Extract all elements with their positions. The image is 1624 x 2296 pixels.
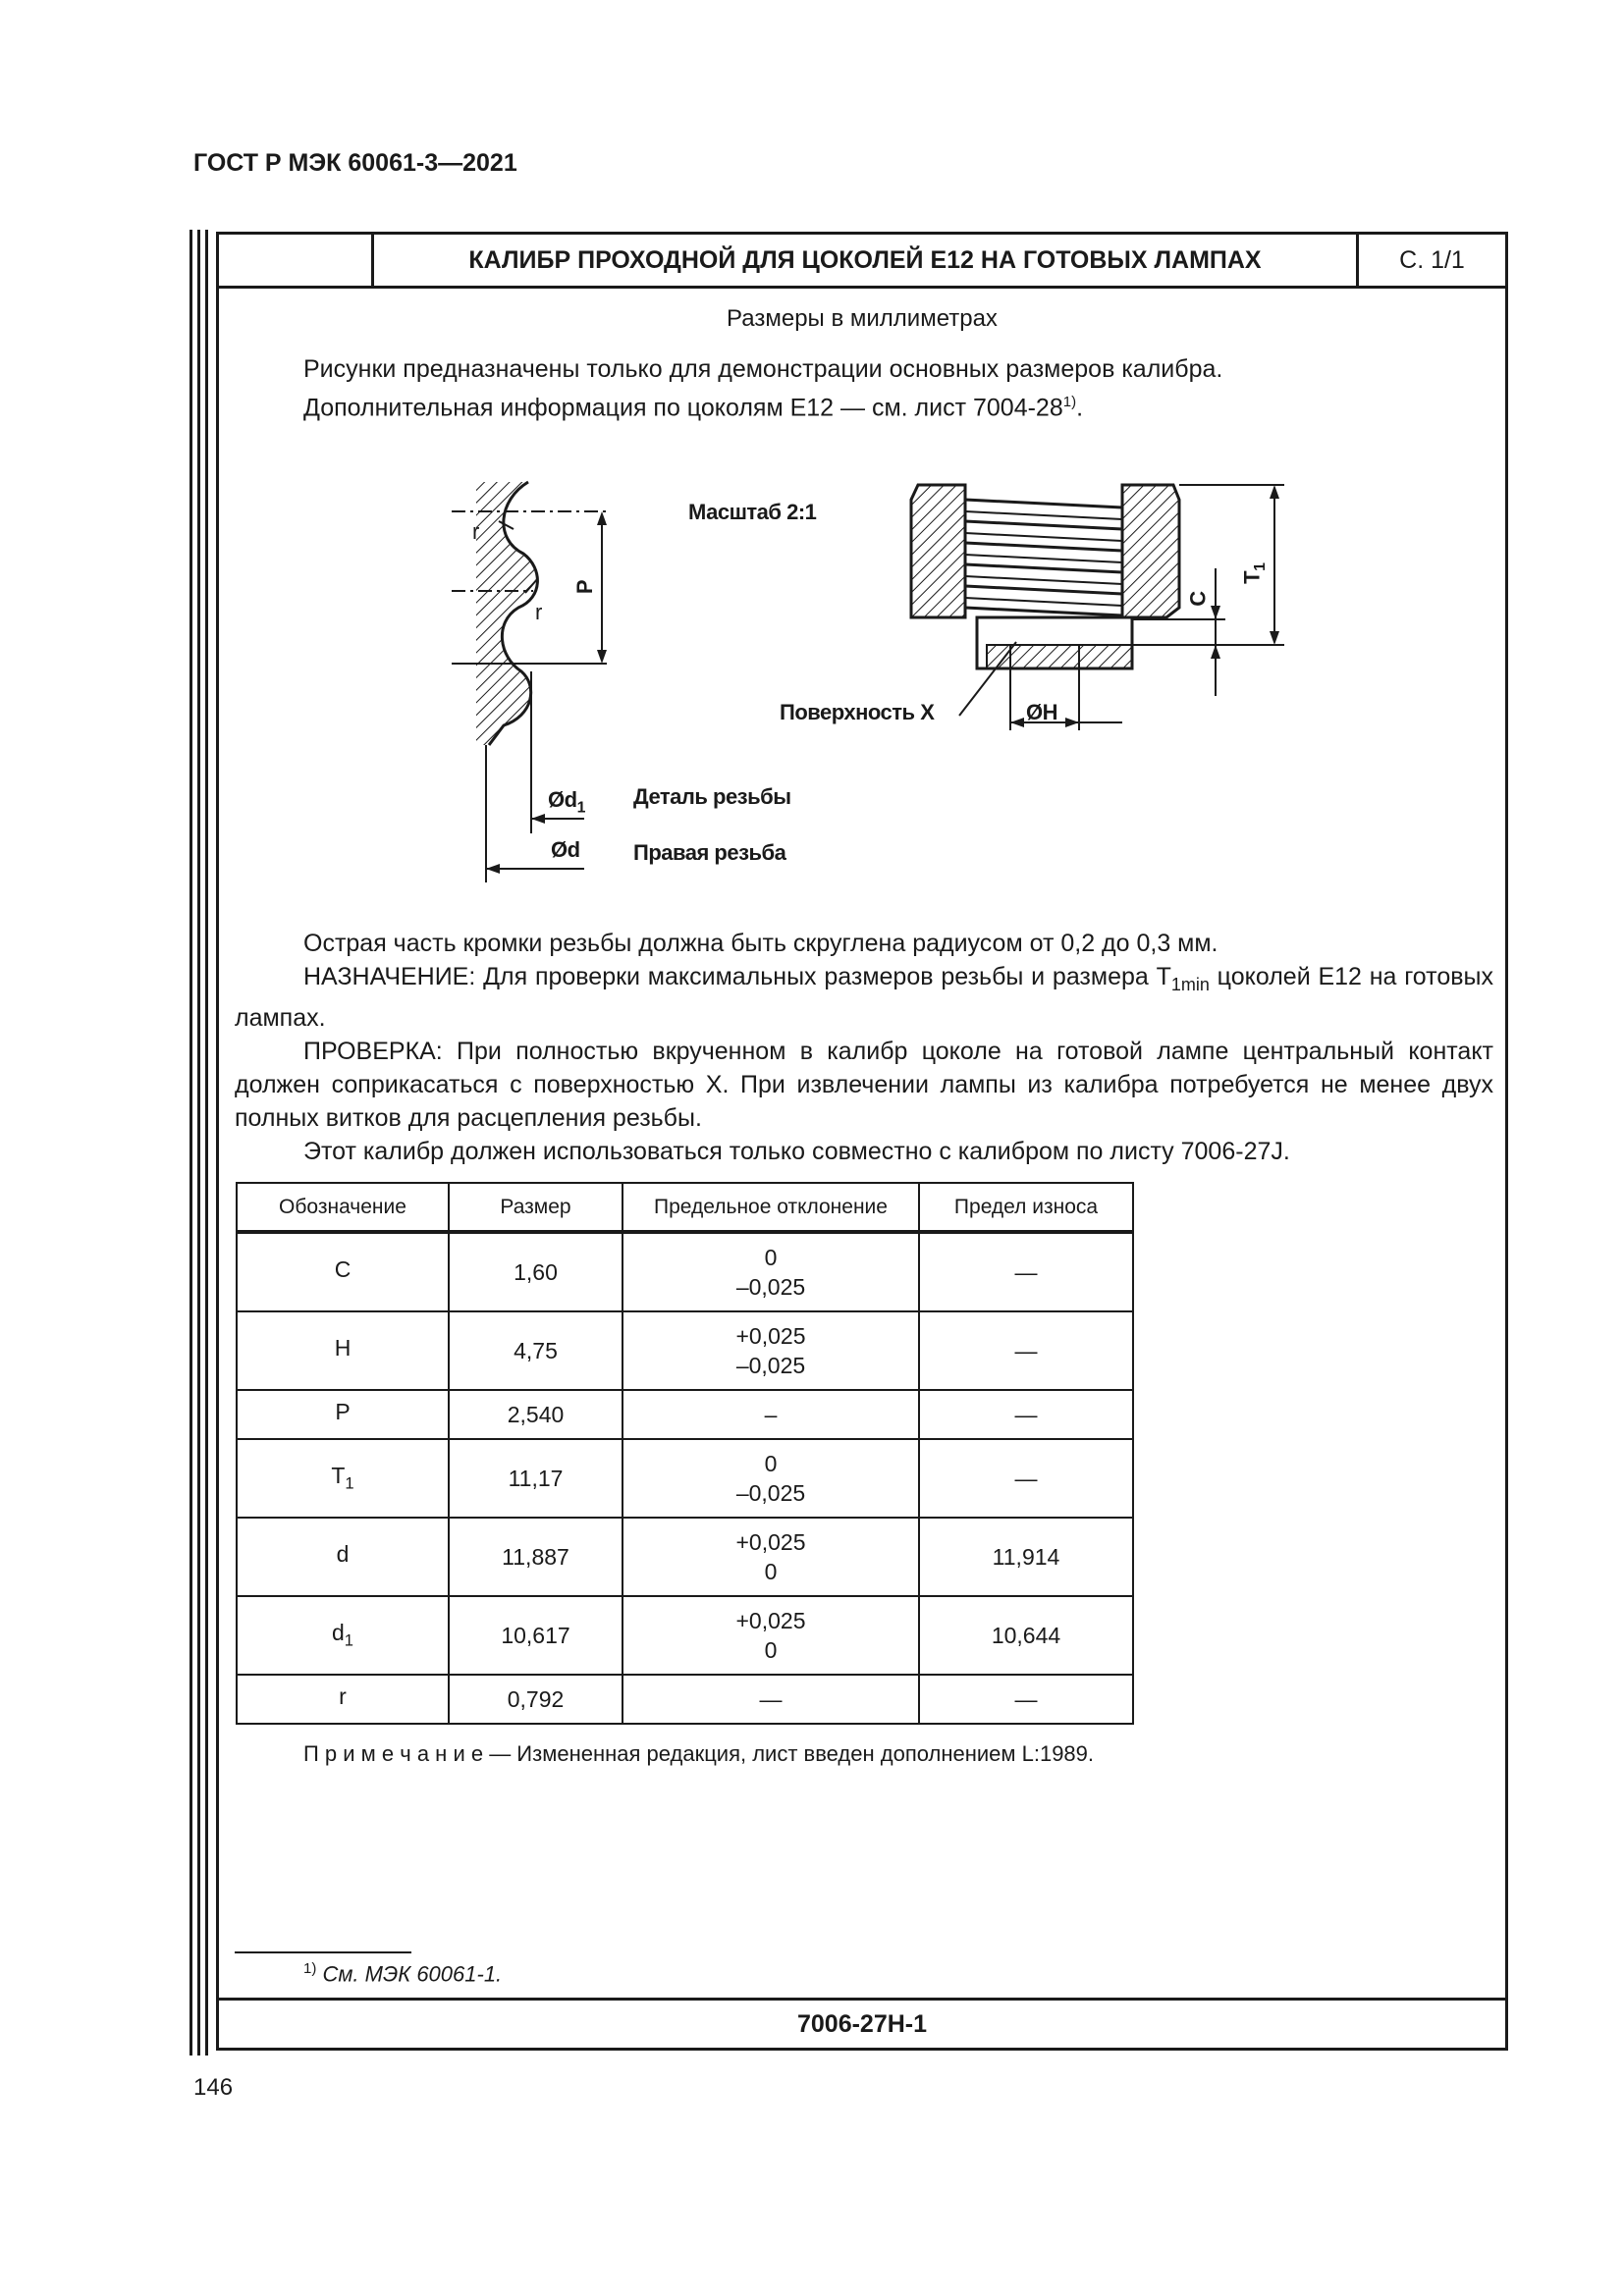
- dim-d1-text: Ød: [548, 787, 577, 812]
- cell-size: 10,617: [449, 1596, 623, 1675]
- dim-d-label: Ød: [551, 837, 580, 862]
- arrowhead: [1065, 718, 1079, 727]
- arrowhead: [597, 650, 607, 664]
- cell-deviation: [623, 1390, 919, 1439]
- arrowhead: [1270, 631, 1279, 645]
- body-paragraph: [235, 960, 1493, 1035]
- deviation-upper: +0,025: [735, 1608, 806, 1633]
- footnote: [303, 1960, 502, 1987]
- sheet-frame: [216, 232, 1508, 2051]
- table-row: [237, 1675, 1133, 1724]
- purpose-sub: 1min: [1170, 975, 1210, 994]
- arrowhead: [597, 511, 607, 525]
- cell-designation: [237, 1518, 449, 1596]
- binding-line: [189, 230, 192, 2056]
- dim-t1-sub: 1: [1251, 562, 1269, 571]
- sheet-page: С. 1/1: [1399, 245, 1465, 274]
- dim-d1-sub: 1: [576, 799, 585, 817]
- arrowhead: [486, 864, 500, 874]
- table-header: Размер: [449, 1183, 623, 1232]
- intro-line-2-end: .: [1076, 394, 1084, 422]
- designation-text: H: [334, 1335, 352, 1362]
- designation-sub: 1: [345, 1473, 354, 1493]
- designation-sub: 1: [344, 1630, 353, 1650]
- table-row: [237, 1518, 1133, 1596]
- binding-line: [205, 230, 208, 2056]
- arrowhead: [1010, 718, 1024, 727]
- cell-wear: —: [919, 1390, 1133, 1439]
- sheet-number: 7006-27H-1: [219, 1998, 1505, 2048]
- cell-deviation: [623, 1518, 919, 1596]
- dim-c-label: C: [1185, 591, 1211, 607]
- cell-deviation: [623, 1439, 919, 1518]
- designation-text: d: [332, 1620, 345, 1646]
- arrowhead: [1270, 485, 1279, 499]
- gauge-body-right: [1122, 485, 1179, 617]
- scale-label: Масштаб 2:1: [688, 500, 817, 524]
- deviation-lower: –0,025: [735, 1353, 806, 1378]
- deviation-lower: 0: [764, 1559, 778, 1584]
- body-paragraph: Этот калибр должен использоваться только совместно с калибром по листу 7006-27J.: [303, 1138, 1290, 1165]
- deviation-upper: 0: [764, 1245, 778, 1270]
- designation-text: C: [334, 1256, 352, 1283]
- body-paragraph: ПРОВЕРКА: При полностью вкрученном в калибр цоколе на готовой лампе центральный контакт должен соприкасаться с поверхностью X. При извлечении лампы из калибра потребуется не менее двух полных витков для расцепления резьбы.: [235, 1038, 1493, 1132]
- deviation-lower: 0: [764, 1637, 778, 1663]
- dim-r-label: r: [472, 519, 479, 544]
- cell-wear: —: [919, 1675, 1133, 1724]
- intro-footnote-ref: 1): [1062, 394, 1077, 410]
- dim-h-label: ØH: [1026, 700, 1057, 724]
- intro-line-1: Рисунки предназначены только для демонстрации основных размеров калибра.: [303, 355, 1223, 383]
- table-row: [237, 1596, 1133, 1675]
- purpose-text-end: цоколей Е12 на готовых лампах.: [235, 963, 1493, 1032]
- deviation-upper: +0,025: [735, 1529, 806, 1555]
- dim-t1-text: T: [1239, 570, 1265, 584]
- cell-size: 11,887: [449, 1518, 623, 1596]
- binding-line: [197, 230, 200, 2056]
- deviation-lower: –0,025: [735, 1274, 806, 1300]
- dim-p-label: P: [572, 579, 598, 595]
- cell-size: 4,75: [449, 1311, 623, 1390]
- cell-wear: —: [919, 1311, 1133, 1390]
- footnote-mark: 1): [303, 1960, 317, 1977]
- designation-text: r: [339, 1683, 347, 1710]
- cell-wear: —: [919, 1232, 1133, 1311]
- table-row: [237, 1390, 1133, 1439]
- body-paragraph: Острая часть кромки резьбы должна быть скруглена радиусом от 0,2 до 0,3 мм.: [303, 930, 1218, 957]
- table-header: Предел износа: [919, 1183, 1133, 1232]
- body-text: [235, 927, 1493, 1168]
- dim-d1-label: [548, 787, 585, 817]
- deviation-upper: 0: [764, 1451, 778, 1476]
- dimension-table: [236, 1182, 1134, 1725]
- intro-line-2-text: Дополнительная информация по цоколям Е12 — см. лист 7004-28: [303, 394, 1063, 422]
- cell-designation: [237, 1675, 449, 1724]
- cell-size: 0,792: [449, 1675, 623, 1724]
- designation-text: d: [336, 1541, 350, 1568]
- designation-text: T: [331, 1463, 346, 1489]
- cell-size: 11,17: [449, 1439, 623, 1518]
- deviation-lower: –0,025: [735, 1480, 806, 1506]
- arrowhead: [1211, 645, 1220, 659]
- deviation-upper: +0,025: [735, 1323, 806, 1349]
- page-number: 146: [193, 2074, 234, 2101]
- deviation-upper: –: [764, 1402, 778, 1427]
- cell-deviation: [623, 1311, 919, 1390]
- arrowhead: [531, 814, 545, 824]
- cell-designation: [237, 1596, 449, 1675]
- cell-designation: [237, 1390, 449, 1439]
- purpose-text: НАЗНАЧЕНИЕ: Для проверки максимальных размеров резьбы и размера T: [303, 963, 1171, 990]
- contact-block-hatch: [987, 645, 1132, 668]
- cell-deviation: [623, 1232, 919, 1311]
- thread-detail-label: Деталь резьбы: [633, 784, 791, 809]
- table-header-row: [237, 1183, 1133, 1232]
- footnote-text: См. МЭК 60061-1.: [316, 1961, 503, 1987]
- cell-designation: [237, 1439, 449, 1518]
- table-row: [237, 1311, 1133, 1390]
- table-header: Предельное отклонение: [623, 1183, 919, 1232]
- thread-direction-label: Правая резьба: [633, 840, 786, 865]
- note-text: П р и м е ч а н и е — Измененная редакция, лист введен дополнением L:1989.: [303, 1741, 1095, 1766]
- dim-r-label: r: [535, 600, 542, 624]
- cell-deviation: [623, 1675, 919, 1724]
- gauge-body-left: [911, 485, 965, 617]
- cell-size: 2,540: [449, 1390, 623, 1439]
- units-note: Размеры в миллиметрах: [727, 305, 998, 332]
- gauge-section: [911, 485, 1284, 730]
- table-row: [237, 1232, 1133, 1311]
- cell-wear: —: [919, 1439, 1133, 1518]
- document-code: ГОСТ Р МЭК 60061-3—2021: [193, 149, 517, 177]
- designation-text: P: [335, 1399, 351, 1425]
- dim-t1-label: [1239, 563, 1269, 584]
- deviation-upper: —: [759, 1686, 783, 1712]
- sheet-title: КАЛИБР ПРОХОДНОЙ ДЛЯ ЦОКОЛЕЙ Е12 НА ГОТОВЫХ ЛАМПАХ: [374, 235, 1359, 286]
- cell-deviation: [623, 1596, 919, 1675]
- cell-designation: [237, 1232, 449, 1311]
- table-row: [237, 1439, 1133, 1518]
- cell-designation: [237, 1311, 449, 1390]
- surface-x-label: Поверхность X: [780, 700, 935, 724]
- gauge-drawing: [219, 235, 1505, 922]
- cell-wear: 11,914: [919, 1518, 1133, 1596]
- table-header: Обозначение: [237, 1183, 449, 1232]
- footnote-rule: [235, 1951, 411, 1953]
- cell-wear: 10,644: [919, 1596, 1133, 1675]
- arrowhead: [1211, 606, 1220, 619]
- cell-size: 1,60: [449, 1232, 623, 1311]
